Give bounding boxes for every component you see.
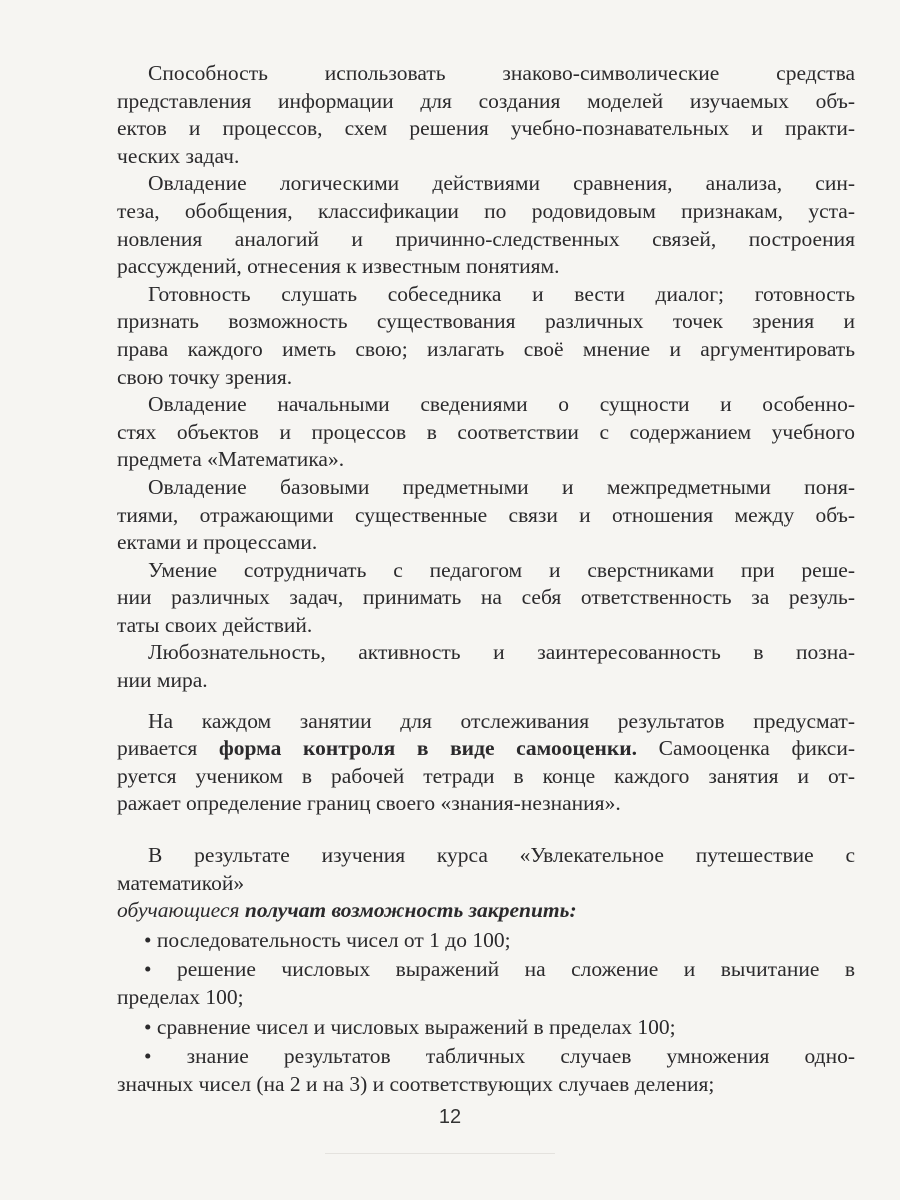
text-line (117, 870, 855, 898)
text-line (117, 446, 855, 474)
text-line (117, 502, 855, 530)
paragraph (117, 842, 855, 925)
bullet-item (117, 1043, 855, 1098)
text-line (117, 790, 855, 818)
paragraph (117, 391, 855, 474)
document-body (117, 60, 855, 1098)
paragraph-gap (117, 695, 855, 708)
text-span: представления информации для создания моделей изучаемых объ- (117, 88, 855, 113)
text-line (117, 226, 855, 254)
paragraph (117, 170, 855, 280)
paragraph (117, 639, 855, 694)
text-line (117, 364, 855, 392)
paragraph-gap (117, 818, 855, 842)
text-line (117, 308, 855, 336)
bullet-item (117, 927, 855, 955)
text-span: нии различных задач, принимать на себя ответственность за резуль- (117, 585, 855, 610)
text-span: Овладение базовыми предметными и межпредметными поня- (148, 474, 855, 499)
text-span: значных чисел (на 2 и на 3) и соответствующих случаев деления; (117, 1071, 715, 1096)
text-span: • знание результатов табличных случаев умножения одно- (144, 1044, 855, 1069)
text-span: права каждого иметь свою; излагать своё мнение и аргументировать (117, 336, 855, 361)
text-line (117, 1071, 855, 1099)
text-span: предмета «Математика». (117, 447, 345, 472)
text-span: Умение сотрудничать с педагогом и сверстниками при реше- (148, 557, 855, 582)
text-line (117, 956, 855, 984)
text-span: ческих задач. (117, 143, 240, 168)
text-line (117, 612, 855, 640)
footer-divider (325, 1153, 555, 1154)
text-span: Готовность слушать собеседника и вести диалог; готовность (148, 281, 855, 306)
paragraph (117, 557, 855, 640)
text-span: рассуждений, отнесения к известным понятиям. (117, 254, 560, 279)
text-line (117, 708, 855, 736)
paragraph (117, 474, 855, 557)
text-line (117, 198, 855, 226)
text-line (117, 391, 855, 419)
text-line (117, 557, 855, 585)
text-span: пределах 100; (117, 985, 244, 1009)
text-span: ектами и процессами. (117, 530, 318, 555)
text-line (117, 1014, 855, 1042)
text-span: На каждом занятии для отслеживания результатов предусмат- (148, 708, 855, 733)
emphasis-text: форма контроля в виде самооценки. (218, 736, 637, 761)
text-line (117, 927, 855, 955)
page-number: 12 (438, 1106, 462, 1128)
paragraph (117, 708, 855, 818)
text-line (117, 667, 855, 695)
text-line (117, 529, 855, 557)
text-line (117, 88, 855, 116)
bullet-item (117, 1014, 855, 1042)
text-line (117, 842, 855, 870)
emphasis-text: обучающиеся (117, 898, 245, 923)
text-line (117, 143, 855, 171)
text-span: математикой» (117, 870, 245, 895)
text-span: ривается (117, 736, 219, 761)
text-span: Овладение начальными сведениями о сущности и особенно- (148, 392, 855, 417)
text-line (117, 336, 855, 364)
text-line (117, 763, 855, 791)
text-span: новления аналогий и причинно-следственных связей, построения (117, 226, 855, 251)
paragraph (117, 281, 855, 391)
text-line (117, 897, 855, 925)
text-span: свою точку зрения. (117, 364, 293, 389)
text-span: • сравнение чисел и числовых выражений в пределах 100; (144, 1014, 676, 1039)
bullet-item (117, 956, 855, 1011)
text-line (117, 474, 855, 502)
text-span: Овладение логическими действиями сравнения, анализа, син- (148, 171, 855, 196)
text-span: • последовательность чисел от 1 до 100; (144, 927, 511, 952)
text-line (117, 281, 855, 309)
text-span: В результате изучения курса «Увлекательное путешествие с (148, 843, 855, 868)
text-span: ражает определение границ своего «знания-незнания». (117, 791, 621, 816)
text-span: руется учеником в рабочей тетради в конце каждого занятия и от- (117, 763, 855, 788)
text-line (117, 735, 855, 763)
text-line (117, 984, 855, 1012)
text-span: теза, обобщения, классификации по родовидовым признакам, уста- (117, 198, 855, 223)
text-line (117, 253, 855, 281)
text-span: нии мира. (117, 668, 208, 693)
text-span: стях объектов и процессов в соответствии с содержанием учебного (117, 419, 855, 444)
text-span: • решение числовых выражений на сложение и вычитание в (144, 957, 855, 982)
text-line (117, 1043, 855, 1071)
text-line (117, 115, 855, 143)
text-line (117, 60, 855, 88)
text-line (117, 419, 855, 447)
text-span: Самооценка фикси- (637, 736, 855, 761)
text-span: признать возможность существования различных точек зрения и (117, 309, 855, 334)
text-line (117, 584, 855, 612)
text-span: таты своих действий. (117, 612, 313, 637)
text-span: тиями, отражающими существенные связи и отношения между объ- (117, 502, 855, 527)
paragraph (117, 60, 855, 170)
text-span: ектов и процессов, схем решения учебно-познавательных и практи- (117, 116, 855, 141)
text-line (117, 170, 855, 198)
emphasis-text: получат возможность закрепить: (244, 898, 577, 923)
text-span: Любознательность, активность и заинтересованность в позна- (148, 640, 855, 665)
text-span: Способность использовать знаково-символические средства (148, 61, 855, 85)
text-line (117, 639, 855, 667)
